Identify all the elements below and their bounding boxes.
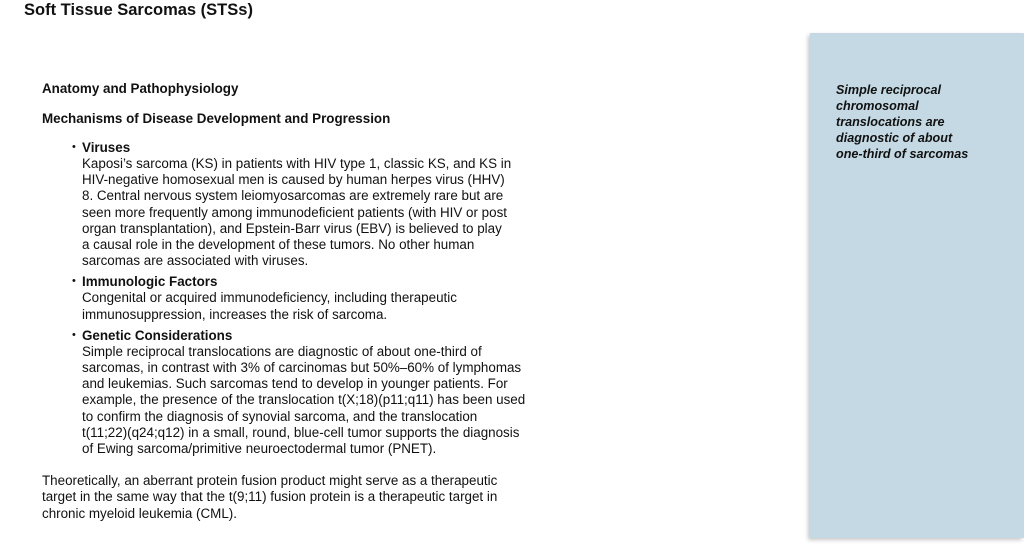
body-text-line: Congenital or acquired immunodeficiency, including therapeutic bbox=[82, 290, 457, 306]
body-text-line: sarcomas, in contrast with 3% of carcinomas but 50%–60% of lymphomas bbox=[82, 360, 522, 376]
bullet-dot-icon: • bbox=[72, 328, 76, 341]
body-text-line: 8. Central nervous system leiomyosarcomas are extremely rare but are bbox=[82, 188, 504, 204]
body-text-line: of Ewing sarcoma/primitive neuroectodermal tumor (PNET). bbox=[82, 441, 437, 457]
body-text-line: example, the presence of the translocation t(X;18)(p11;q11) has been used bbox=[82, 392, 526, 408]
callout-line: Simple reciprocal bbox=[836, 83, 941, 97]
body-text-line: chronic myeloid leukemia (CML). bbox=[42, 505, 237, 521]
body-text-line: to confirm the diagnosis of synovial sarcoma, and the translocation bbox=[82, 408, 478, 424]
section-heading-anatomy: Anatomy and Pathophysiology bbox=[42, 81, 239, 96]
body-text-line: sarcomas are associated with viruses. bbox=[82, 253, 309, 269]
bullet-item-immunologic-factors bbox=[72, 273, 782, 322]
callout-line: translocations are bbox=[836, 115, 945, 130]
closing-paragraph bbox=[42, 473, 782, 522]
body-text-line: immunosuppression, increases the risk of sarcoma. bbox=[82, 306, 388, 322]
bullet-dot-icon: • bbox=[72, 275, 76, 288]
callout-text bbox=[836, 82, 968, 162]
body-text-line: organ transplantation), and Epstein-Barr virus (EBV) is believed to play bbox=[82, 220, 502, 236]
body-text-line: t(11;22)(q24;q12) in a small, round, blue-cell tumor supports the diagnosis bbox=[82, 424, 520, 440]
body-text-line: seen more frequently among immunodeficient patients (with HIV or post bbox=[82, 204, 507, 220]
body-text-line: Simple reciprocal translocations are diagnostic of about one-third of bbox=[82, 343, 482, 359]
body-text-line: HIV-negative homosexual men is caused by human herpes virus (HHV) bbox=[82, 172, 505, 188]
bullet-title: Immunologic Factors bbox=[82, 274, 218, 290]
body-text-line: Theoretically, an aberrant protein fusion product might serve as a therapeutic bbox=[42, 473, 498, 489]
body-text-line: and leukemias. Such sarcomas tend to develop in younger patients. For bbox=[82, 376, 508, 392]
main-content bbox=[42, 80, 782, 522]
bullet-item-genetic-considerations bbox=[72, 327, 782, 457]
bullet-dot-icon: • bbox=[72, 141, 76, 153]
body-text-line: target in the same way that the t(9;11) fusion protein is a therapeutic target in bbox=[42, 489, 498, 505]
slide-title: Soft Tissue Sarcomas (STSs) bbox=[24, 1, 253, 19]
callout-line: chromosomal bbox=[836, 99, 919, 114]
bullet-title: Viruses bbox=[82, 140, 131, 155]
callout-line: diagnostic of about bbox=[836, 131, 953, 146]
callout-sidebar bbox=[810, 33, 1024, 538]
bullet-title: Genetic Considerations bbox=[82, 327, 233, 343]
callout-line: one-third of sarcomas bbox=[836, 147, 969, 162]
body-text-line: Kaposi’s sarcoma (KS) in patients with HIV type 1, classic KS, and KS in bbox=[82, 156, 512, 171]
bullet-list bbox=[72, 139, 782, 457]
bullet-item-viruses bbox=[72, 139, 782, 269]
section-heading-mechanisms: Mechanisms of Disease Development and Progression bbox=[42, 111, 391, 126]
body-text-line: a causal role in the development of these tumors. No other human bbox=[82, 237, 475, 253]
